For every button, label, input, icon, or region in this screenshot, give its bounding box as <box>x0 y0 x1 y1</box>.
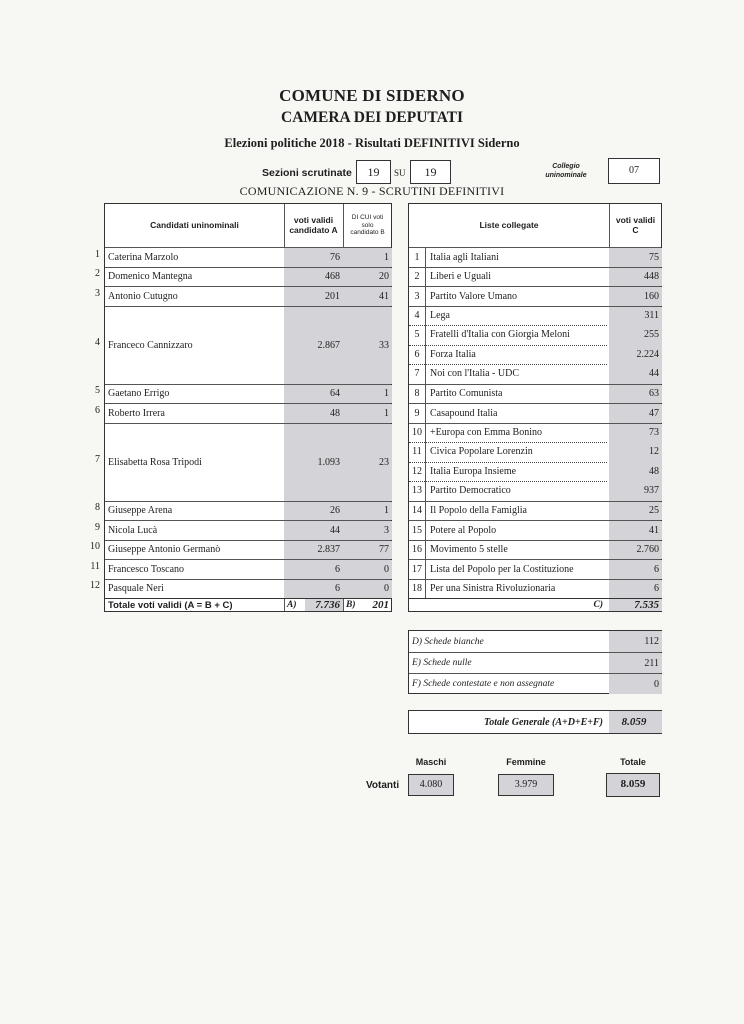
schede-label: E) Schede nulle <box>412 658 472 668</box>
candidate-votes-a: 44 <box>284 521 343 540</box>
candidate-votes-a: 26 <box>284 502 343 521</box>
list-name: Casapound Italia <box>430 407 498 419</box>
table-row <box>409 403 661 423</box>
candidate-index: 2 <box>95 268 100 280</box>
candidate-name: Francesco Toscano <box>108 563 185 575</box>
list-index: 15 <box>409 521 426 540</box>
table-row <box>409 540 661 560</box>
table-row <box>105 403 391 423</box>
schede-value: 112 <box>609 631 662 652</box>
table-row <box>105 267 391 287</box>
table-row <box>105 520 391 540</box>
table-row <box>409 631 661 652</box>
list-votes-c: 73 <box>609 424 662 443</box>
candidate-votes-a: 2.867 <box>284 307 343 384</box>
sezioni-totali-value: 19 <box>410 160 451 184</box>
candidate-votes-a: 468 <box>284 268 343 287</box>
list-votes-c: 41 <box>609 521 662 540</box>
list-index: 7 <box>409 364 426 384</box>
candidate-name: Giuseppe Antonio Germanò <box>108 544 221 556</box>
table-row <box>409 559 661 579</box>
candidate-name: Pasquale Neri <box>108 583 164 595</box>
list-votes-c: 255 <box>609 325 662 345</box>
header-voti-validi-a: voti validi candidato A <box>289 214 338 235</box>
table-row <box>105 247 391 267</box>
table-row <box>105 286 391 306</box>
candidate-votes-a: 1.093 <box>284 424 343 501</box>
list-index: 10 <box>409 424 426 443</box>
candidate-votes-b: 1 <box>343 404 392 423</box>
totale-generale-box <box>408 710 662 734</box>
list-index: 13 <box>409 481 426 501</box>
candidate-votes-b: 3 <box>343 521 392 540</box>
list-votes-c: 6 <box>609 580 662 599</box>
list-index: 11 <box>409 442 426 462</box>
list-index: 2 <box>409 268 426 287</box>
candidate-name: Caterina Marzolo <box>108 251 179 263</box>
schede-label: D) Schede bianche <box>412 636 484 647</box>
table-row <box>409 462 661 482</box>
table-row <box>105 384 391 404</box>
chamber-title: CAMERA DEI DEPUTATI <box>281 109 463 126</box>
total-b-value: 201 <box>372 599 389 611</box>
schede-value: 0 <box>609 674 662 694</box>
table-row <box>409 286 661 306</box>
candidate-name: Giuseppe Arena <box>108 505 173 517</box>
femmine-label: Femmine <box>506 757 546 767</box>
candidate-name: Antonio Cutugno <box>108 290 178 302</box>
list-votes-c: 63 <box>609 385 662 404</box>
maschi-value: 4.080 <box>408 774 454 796</box>
candidate-votes-b: 33 <box>343 307 392 384</box>
candidate-votes-a: 6 <box>284 580 343 599</box>
list-name: Lega <box>430 310 450 322</box>
total-c-value: 7.535 <box>609 599 662 611</box>
candidate-name: Elisabetta Rosa Tripodi <box>108 456 202 468</box>
table-row <box>409 345 661 365</box>
total-b-label: B) <box>346 600 356 610</box>
collegio-value: 07 <box>608 158 660 184</box>
schede-label: F) Schede contestate e non assegnate <box>412 679 555 689</box>
femmine-value: 3.979 <box>498 774 554 796</box>
candidate-votes-b: 0 <box>343 580 392 599</box>
list-index: 12 <box>409 462 426 482</box>
list-index: 16 <box>409 541 426 560</box>
list-name: Potere al Popolo <box>430 524 497 536</box>
candidate-name: Gaetano Errigo <box>108 388 170 400</box>
candidate-index: 10 <box>90 541 100 553</box>
list-index: 8 <box>409 385 426 404</box>
list-votes-c: 75 <box>609 248 662 267</box>
candidate-votes-b: 23 <box>343 424 392 501</box>
list-votes-c: 6 <box>609 560 662 579</box>
candidate-votes-a: 2.837 <box>284 541 343 560</box>
list-votes-c: 47 <box>609 404 662 423</box>
election-subtitle: Elezioni politiche 2018 - Risultati DEFINITIVI Siderno <box>224 136 520 150</box>
list-index: 14 <box>409 502 426 521</box>
candidates-table <box>104 203 392 612</box>
list-index: 17 <box>409 560 426 579</box>
collegio-label: Collegio uninominale <box>545 163 587 180</box>
list-name: Fratelli d'Italia con Giorgia Meloni <box>430 329 570 341</box>
candidate-name: Domenico Mantegna <box>108 271 193 283</box>
sezioni-scrutinate-value: 19 <box>356 160 391 184</box>
list-name: Lista del Popolo per la Costituzione <box>430 563 574 575</box>
table-row <box>409 306 661 326</box>
list-name: Civica Popolare Lorenzin <box>430 446 533 458</box>
candidate-index: 4 <box>95 336 100 348</box>
sezioni-label: Sezioni scrutinate <box>262 167 352 179</box>
list-name: Italia agli Italiani <box>430 251 499 263</box>
candidate-name: Franceco Cannizzaro <box>108 339 193 351</box>
table-row <box>409 364 661 384</box>
list-name: Liberi e Uguali <box>430 271 492 283</box>
su-label: SU <box>394 168 406 178</box>
table-row <box>409 247 661 267</box>
list-votes-c: 48 <box>609 462 662 482</box>
maschi-label: Maschi <box>415 757 447 767</box>
candidate-votes-a: 76 <box>284 248 343 267</box>
schede-table <box>408 630 662 694</box>
list-votes-c: 2.760 <box>609 541 662 560</box>
list-name: Il Popolo della Famiglia <box>430 505 527 517</box>
candidate-votes-b: 0 <box>343 560 392 579</box>
list-name: +Europa con Emma Bonino <box>430 427 543 439</box>
candidate-votes-b: 77 <box>343 541 392 560</box>
total-row <box>409 598 661 611</box>
list-name: Movimento 5 stelle <box>430 544 508 556</box>
schede-value: 211 <box>609 653 662 673</box>
candidate-index: 12 <box>90 580 100 592</box>
list-name: Per una Sinistra Rivoluzionaria <box>430 583 556 595</box>
candidate-name: Nicola Lucà <box>108 524 158 536</box>
total-label: Totale voti validi (A = B + C) <box>108 599 233 611</box>
totale-votanti-value: 8.059 <box>606 773 660 797</box>
candidate-index: 1 <box>95 248 100 260</box>
candidate-votes-b: 41 <box>343 287 392 306</box>
candidate-index: 7 <box>95 453 100 465</box>
candidate-index: 5 <box>95 385 100 397</box>
list-index: 9 <box>409 404 426 423</box>
list-name: Partito Valore Umano <box>430 290 518 302</box>
header-di-cui-b: DI CUI voti solo candidato B <box>350 214 385 237</box>
list-name: Noi con l'Italia - UDC <box>430 368 520 380</box>
list-index: 1 <box>409 248 426 267</box>
table-row <box>409 325 661 345</box>
total-row <box>105 598 391 611</box>
list-name: Partito Comunista <box>430 388 503 400</box>
list-votes-c: 12 <box>609 442 662 462</box>
table-row <box>409 384 661 404</box>
list-name: Forza Italia <box>430 348 476 360</box>
table-row <box>105 540 391 560</box>
candidate-index: 8 <box>95 502 100 514</box>
list-votes-c: 311 <box>609 307 662 326</box>
header-voti-validi-c: voti validi C <box>615 214 656 235</box>
header-liste-collegate: Liste collegate <box>479 219 539 230</box>
list-votes-c: 25 <box>609 502 662 521</box>
totale-label: Totale <box>620 757 646 767</box>
votanti-label: Votanti <box>366 780 400 791</box>
candidate-votes-b: 1 <box>343 248 392 267</box>
total-c-label: C) <box>593 600 603 610</box>
header-candidates: Candidati uninominali <box>150 219 239 230</box>
candidate-votes-b: 1 <box>343 385 392 404</box>
list-index: 3 <box>409 287 426 306</box>
list-votes-c: 2.224 <box>609 345 662 365</box>
table-row <box>105 306 391 384</box>
candidate-votes-b: 20 <box>343 268 392 287</box>
candidate-index: 3 <box>95 287 100 299</box>
totale-generale-label: Totale Generale (A+D+E+F) <box>484 716 603 728</box>
candidate-index: 9 <box>95 521 100 533</box>
list-index: 18 <box>409 580 426 599</box>
lists-table <box>408 203 662 612</box>
table-row <box>409 481 661 501</box>
list-votes-c: 44 <box>609 364 662 384</box>
list-votes-c: 448 <box>609 268 662 287</box>
totale-generale-value: 8.059 <box>609 711 662 733</box>
list-index: 5 <box>409 325 426 345</box>
table-row <box>105 579 391 599</box>
list-name: Partito Democratico <box>430 485 511 497</box>
list-votes-c: 160 <box>609 287 662 306</box>
table-row <box>409 652 661 673</box>
candidate-votes-a: 6 <box>284 560 343 579</box>
comunicazione-title: COMUNICAZIONE N. 9 - SCRUTINI DEFINITIVI <box>239 184 505 198</box>
list-index: 6 <box>409 345 426 365</box>
table-row <box>409 579 661 599</box>
municipality-title: COMUNE DI SIDERNO <box>279 86 465 105</box>
table-row <box>105 559 391 579</box>
candidate-index: 6 <box>95 404 100 416</box>
table-row <box>409 423 661 443</box>
list-index: 4 <box>409 307 426 326</box>
table-row <box>409 501 661 521</box>
candidate-votes-a: 64 <box>284 385 343 404</box>
list-name: Italia Europa Insieme <box>430 465 517 477</box>
total-a-value: 7.736 <box>305 599 343 611</box>
total-a-label: A) <box>287 600 297 610</box>
table-row <box>105 501 391 521</box>
candidate-name: Roberto Irrera <box>108 407 165 419</box>
table-row <box>105 423 391 501</box>
table-row <box>409 267 661 287</box>
candidate-index: 11 <box>90 560 100 572</box>
table-row <box>409 520 661 540</box>
candidate-votes-a: 48 <box>284 404 343 423</box>
candidate-votes-b: 1 <box>343 502 392 521</box>
table-row <box>409 442 661 462</box>
candidate-votes-a: 201 <box>284 287 343 306</box>
list-votes-c: 937 <box>609 481 662 501</box>
table-row <box>409 673 661 694</box>
